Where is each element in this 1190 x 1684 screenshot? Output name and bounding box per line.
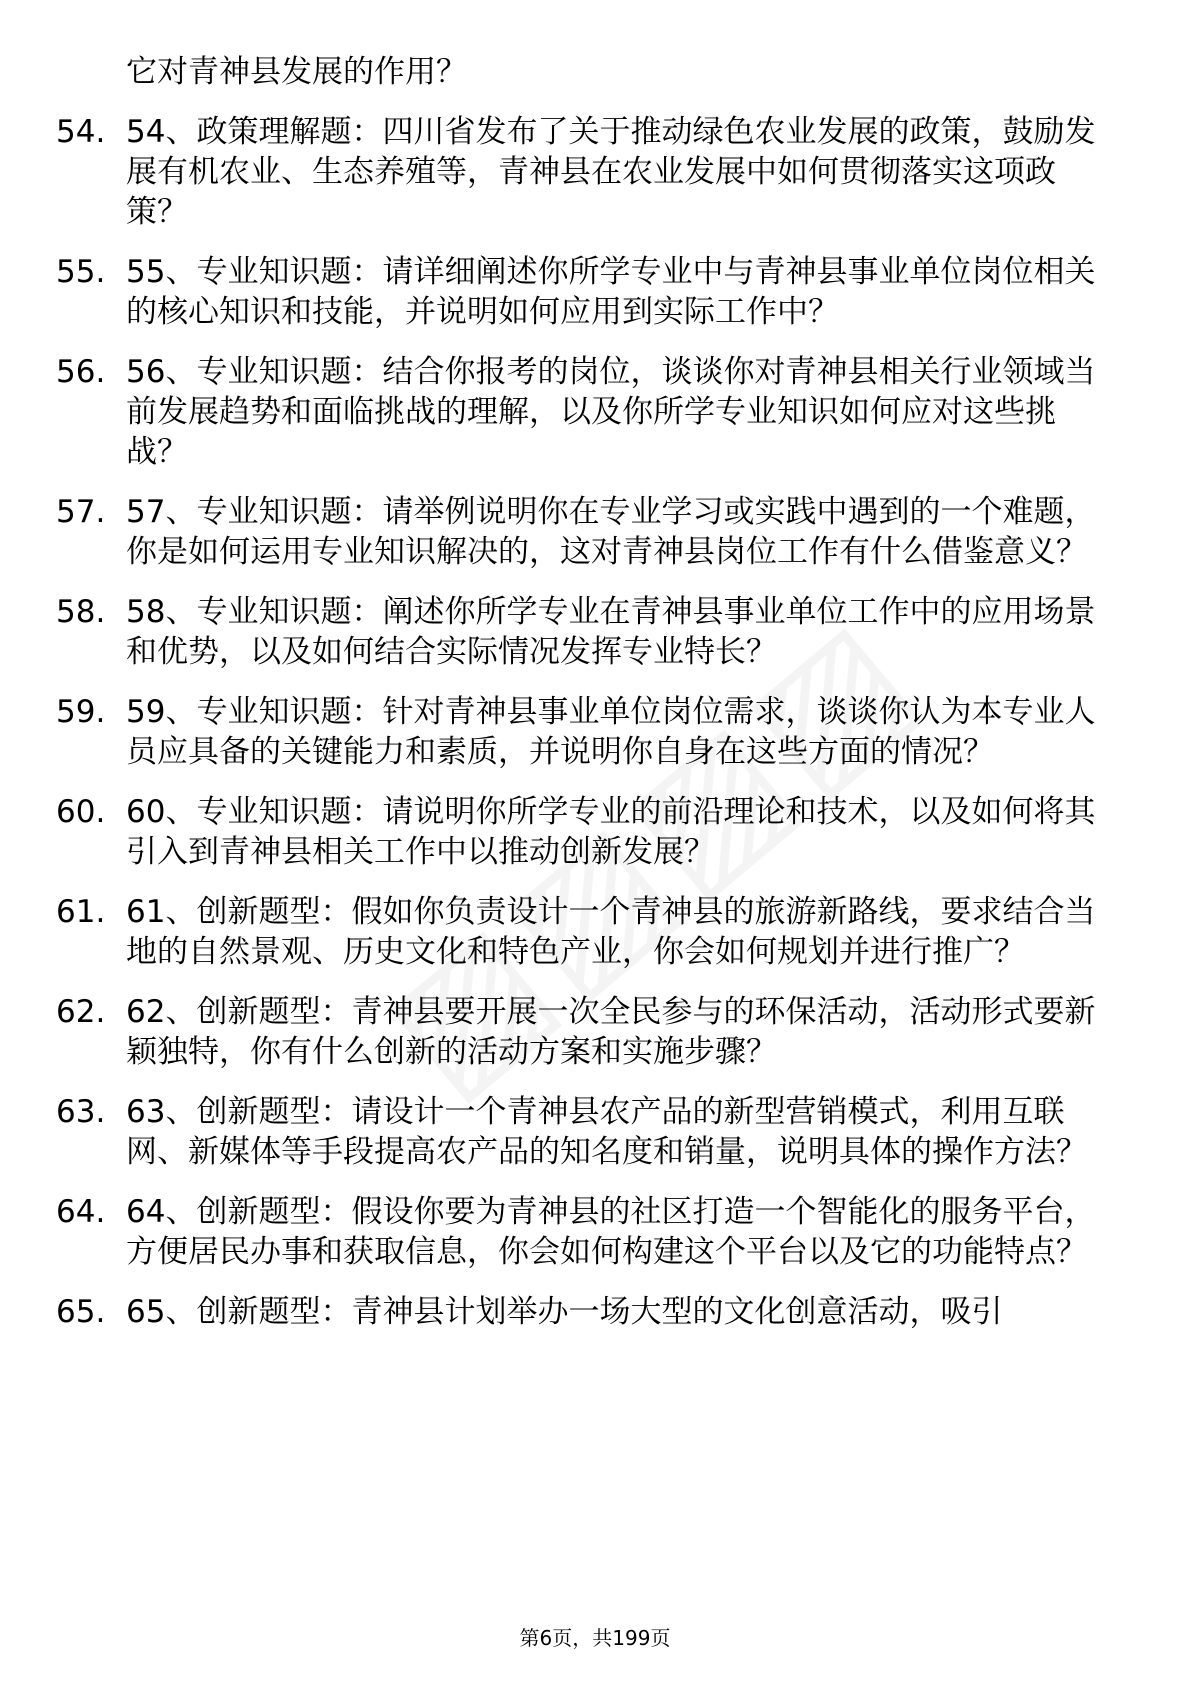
item-number: 62. [56,994,106,1030]
item-text: 61、创新题型：假如你负责设计一个青神县的旅游新路线，要求结合当地的自然景观、历史文化和特色产业，你会如何规划并进行推广？ [126,894,1096,970]
item-text: 58、专业知识题：阐述你所学专业在青神县事业单位工作中的应用场景和优势，以及如何结合实际情况发挥专业特长？ [126,594,1096,670]
item-number: 60. [56,794,106,830]
list-item [56,992,1116,1072]
item-text: 59、专业知识题：针对青神县事业单位岗位需求，谈谈你认为本专业人员应具备的关键能力和素质，并说明你自身在这些方面的情况？ [126,694,1096,770]
list-item [56,592,1116,672]
item-number: 63. [56,1094,106,1130]
item-text: 62、创新题型：青神县要开展一次全民参与的环保活动，活动形式要新颖独特，你有什么创新的活动方案和实施步骤？ [126,994,1096,1070]
item-text: 55、专业知识题：请详细阐述你所学专业中与青神县事业单位岗位相关的核心知识和技能，并说明如何应用到实际工作中？ [126,254,1096,330]
item-text: 65、创新题型：青神县计划举办一场大型的文化创意活动，吸引 [126,1294,1003,1330]
item-number: 58. [56,594,106,630]
list-item [56,112,1116,232]
item-number: 65. [56,1294,106,1330]
item-text: 56、专业知识题：结合你报考的岗位，谈谈你对青神县相关行业领域当前发展趋势和面临挑战的理解，以及你所学专业知识如何应对这些挑战？ [126,354,1096,470]
item-number: 56. [56,354,106,390]
item-number: 59. [56,694,106,730]
page-footer: 第6页，共199页 [519,1626,671,1650]
item-text: 60、专业知识题：请说明你所学专业的前沿理论和技术，以及如何将其引入到青神县相关工作中以推动创新发展？ [126,794,1096,870]
list-item [56,1092,1116,1172]
continuation-text: 它对青神县发展的作用？ [126,54,467,90]
item-text: 54、政策理解题：四川省发布了关于推动绿色农业发展的政策，鼓励发展有机农业、生态养殖等，青神县在农业发展中如何贯彻落实这项政策？ [126,114,1096,230]
item-number: 57. [56,494,106,530]
list-item [56,892,1116,972]
item-text: 64、创新题型：假设你要为青神县的社区打造一个智能化的服务平台，方便居民办事和获取信息，你会如何构建这个平台以及它的功能特点？ [126,1194,1096,1270]
item-number: 64. [56,1194,106,1230]
item-number: 61. [56,894,106,930]
item-text: 57、专业知识题：请举例说明你在专业学习或实践中遇到的一个难题，你是如何运用专业知识解决的，这对青神县岗位工作有什么借鉴意义？ [126,494,1096,570]
item-number: 55. [56,254,106,290]
list-item [56,252,1116,332]
list-item [56,352,1116,472]
list-item [56,1292,1116,1332]
list-item [56,792,1116,872]
list-item [56,1192,1116,1272]
list-item [56,492,1116,572]
list-item [56,692,1116,772]
question-list [56,52,1116,1352]
item-number: 54. [56,114,106,150]
item-text: 63、创新题型：请设计一个青神县农产品的新型营销模式，利用互联网、新媒体等手段提高农产品的知名度和销量，说明具体的操作方法？ [126,1094,1087,1170]
